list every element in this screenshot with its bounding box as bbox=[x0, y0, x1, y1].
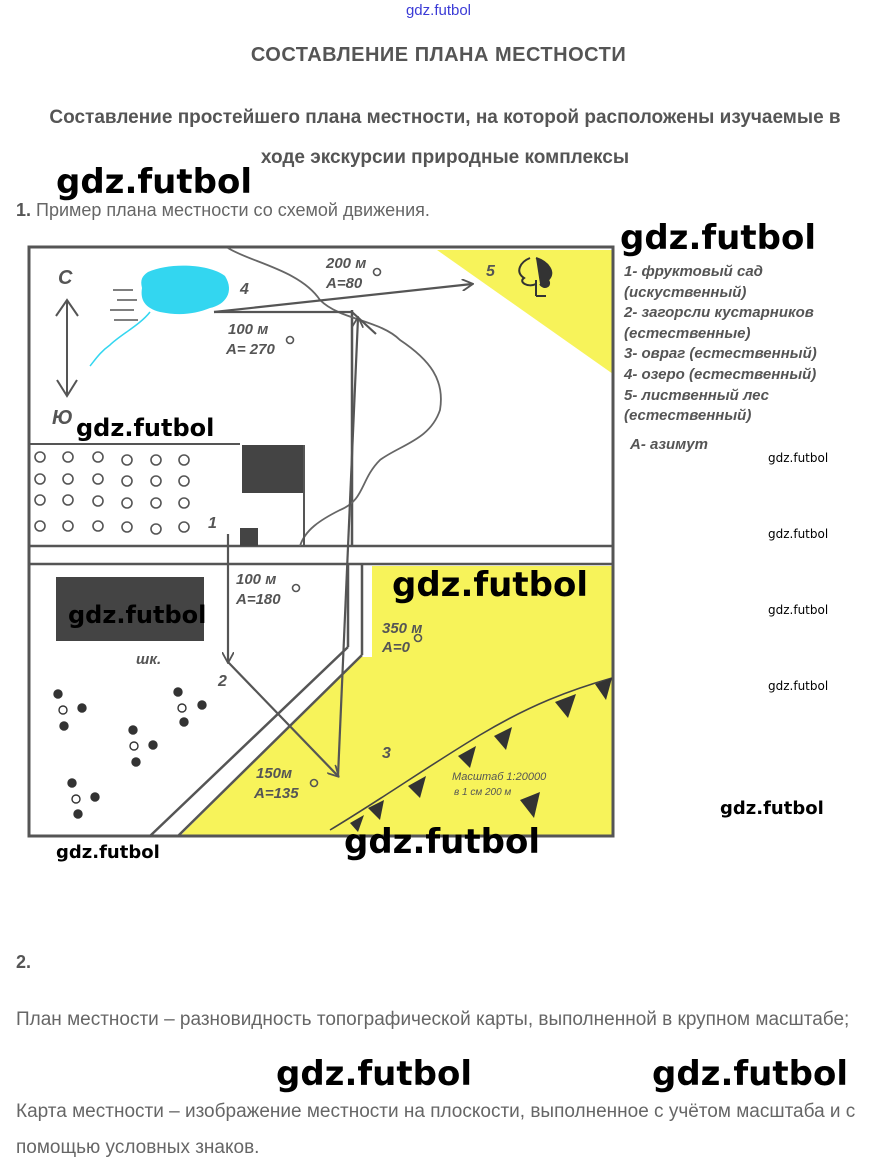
route-label-270-azimuth: А= 270 bbox=[226, 341, 275, 358]
route-label-80-distance: 200 м bbox=[326, 255, 367, 272]
scale-line-1: Масштаб 1:20000 bbox=[452, 771, 547, 783]
legend-azimut: А- азимут bbox=[630, 436, 708, 453]
watermark: gdz.futbol bbox=[768, 527, 829, 541]
legend-item: 2- загорсли кустарников bbox=[624, 304, 814, 322]
area-label-4: 4 bbox=[240, 281, 249, 298]
building-small bbox=[240, 528, 258, 546]
watermark: gdz.futbol bbox=[768, 603, 829, 617]
watermark: gdz.futbol bbox=[620, 218, 816, 258]
orchard bbox=[35, 452, 189, 534]
area-label-5: 5 bbox=[486, 263, 495, 280]
school-label: шк. bbox=[136, 651, 162, 668]
page-title: СОСТАВЛЕНИЕ ПЛАНА МЕСТНОСТИ bbox=[250, 44, 627, 66]
legend-item: (естественный) bbox=[624, 407, 752, 425]
legend-item: 3- овраг (естественный) bbox=[624, 345, 817, 363]
route-label-270-distance: 100 м bbox=[228, 321, 269, 338]
legend-item: (естественные) bbox=[624, 324, 751, 342]
watermark: gdz.futbol bbox=[344, 822, 540, 862]
route-label-135-azimuth: А=135 bbox=[254, 785, 299, 802]
lake bbox=[141, 266, 229, 314]
legend-item: 5- лиственный лес bbox=[624, 386, 769, 404]
watermark: gdz.futbol bbox=[768, 679, 829, 693]
route-label-180-azimuth: А=180 bbox=[236, 591, 281, 608]
watermark: gdz.futbol bbox=[68, 601, 207, 629]
hill-curve bbox=[228, 248, 441, 546]
legend-item: (искуственный) bbox=[624, 283, 747, 301]
watermark: gdz.futbol bbox=[392, 565, 588, 605]
watermark: gdz.futbol bbox=[76, 414, 215, 442]
building bbox=[242, 445, 304, 493]
scale-line-2: в 1 см 200 м bbox=[454, 787, 512, 798]
shrubs bbox=[54, 688, 206, 818]
site-link-top[interactable]: gdz.futbol bbox=[405, 2, 472, 19]
forest-area bbox=[437, 250, 613, 374]
task2-paragraph-1: План местности – разновидность топографической карты, выполненной в крупном масштабе; bbox=[16, 1009, 850, 1030]
area-label-1: 1 bbox=[208, 515, 217, 532]
route-label-135-distance: 150м bbox=[256, 765, 293, 782]
watermark: gdz.futbol bbox=[56, 842, 160, 863]
task1-number: 1. bbox=[16, 200, 32, 220]
route-label-0-distance: 350 м bbox=[382, 620, 423, 637]
watermark: gdz.futbol bbox=[276, 1054, 472, 1094]
watermark: gdz.futbol bbox=[652, 1054, 848, 1094]
route-label-0-azimuth: А=0 bbox=[382, 639, 410, 656]
page-subtitle: Составление простейшего плана местности, на которой расположены изучаемые в ходе экскурсии природные комплексы bbox=[49, 107, 841, 168]
watermark: gdz.futbol bbox=[720, 798, 824, 819]
map-legend bbox=[624, 262, 876, 427]
south-label: Ю bbox=[52, 407, 73, 429]
legend-item: 1- фруктовый сад bbox=[624, 263, 763, 280]
task2-number: 2. bbox=[16, 952, 32, 972]
legend-item: 4- озеро (естественный) bbox=[624, 365, 817, 383]
watermark: gdz.futbol bbox=[56, 162, 252, 202]
area-label-2: 2 bbox=[218, 673, 227, 690]
watermark: gdz.futbol bbox=[768, 451, 829, 465]
north-label: С bbox=[58, 267, 73, 289]
route-label-80-azimuth: А=80 bbox=[326, 275, 363, 292]
route-label-180-distance: 100 м bbox=[236, 571, 277, 588]
task2-paragraph-2: Карта местности – изображение местности на плоскости, выполненное с учётом масштаба и с помощью условных знаков. bbox=[16, 1101, 856, 1158]
area-label-3: 3 bbox=[382, 745, 391, 762]
task1-text: Пример плана местности со схемой движения. bbox=[36, 200, 430, 220]
